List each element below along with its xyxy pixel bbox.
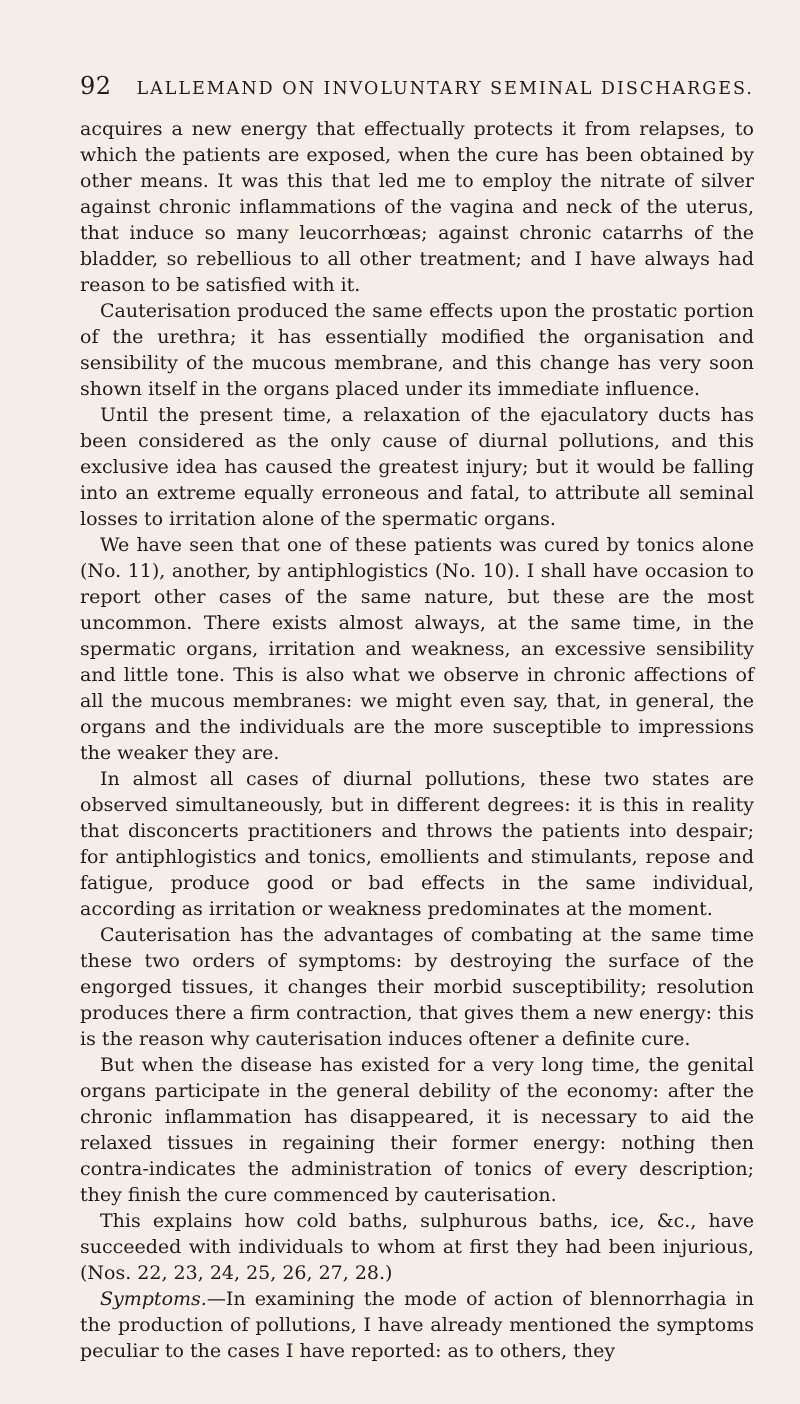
symptoms-text: —In examining the mode of action of blennorrhagia in the production of pollutions, I have already mentioned the symptoms peculiar to the cases I have reported: as to others, they [80, 1288, 754, 1362]
paragraph-two-states: In almost all cases of diurnal pollutions, these two states are observed simultaneously, but in different degrees: it is this in reality that disconcerts practitioners and throws the patients into despair; for antiphlogistics and tonics, emollients and stimulants, repose and fatigue, produce good or bad effects in the same individual, according as irritation or weakness predominates at the moment. [80, 768, 754, 920]
running-header [80, 72, 754, 106]
symptoms-lead-in: Symptoms. [100, 1288, 207, 1310]
paragraph-continued: acquires a new energy that effectually protects it from relapses, to which the patients are exposed, when the cure has been obtained by other means. It was this that led me to employ the nitrate of silver against chronic inflammations of the vagina and neck of the uterus, that induce so many leucorrhœas; against chronic catarrhs of the bladder, so rebellious to all other treatment; and I have always had reason to be satisfied with it. [80, 118, 754, 296]
paragraph-long-standing-disease: But when the disease has existed for a very long time, the genital organs participate in the general debility of the economy: after the chronic inflammation has disappeared, it is necessary to aid the relaxed tissues in regaining their former energy: nothing then contra-indicates the administration of tonics of every description; they finish the cure commenced by cauterisation. [80, 1054, 754, 1206]
paragraph-symptoms [80, 1286, 754, 1364]
paragraph-cold-baths: This explains how cold baths, sulphurous baths, ice, &c., have succeeded with individuals to whom at first they had been injurious, (Nos. 22, 23, 24, 25, 26, 27, 28.) [80, 1210, 754, 1284]
running-title: LALLEMAND ON INVOLUNTARY SEMINAL DISCHARGES. [136, 79, 754, 99]
paragraph-cauterisation-effects: Cauterisation produced the same effects upon the prostatic portion of the urethra; it has essentially modified the organisation and sensibility of the mucous membrane, and this change has very soon shown itself in the organs placed under its immediate influence. [80, 300, 754, 400]
page-number: 92 [80, 72, 112, 100]
paragraph-until-present-time: Until the present time, a relaxation of the ejaculatory ducts has been considered as the only cause of diurnal pollutions, and this exclusive idea has caused the greatest injury; but it would be falling into an extreme equally erroneous and fatal, to attribute all seminal losses to irritation alone of the spermatic organs. [80, 404, 754, 530]
paragraph-cauterisation-advantages: Cauterisation has the advantages of combating at the same time these two orders of symptoms: by destroying the surface of the engorged tissues, it changes their morbid susceptibility; resolution produces there a firm contraction, that gives them a new energy: this is the reason why cauterisation induces oftener a definite cure. [80, 924, 754, 1050]
body-text [80, 116, 754, 1364]
paragraph-tonics-antiphlogistics: We have seen that one of these patients was cured by tonics alone (No. 11), another, by antiphlogistics (No. 10). I shall have occasion to report other cases of the same nature, but these are the most uncommon. There exists almost always, at the same time, in the spermatic organs, irritation and weakness, an excessive sensibility and little tone. This is also what we observe in chronic affections of all the mucous membranes: we might even say, that, in general, the organs and the individuals are the more susceptible to impressions the weaker they are. [80, 534, 754, 764]
